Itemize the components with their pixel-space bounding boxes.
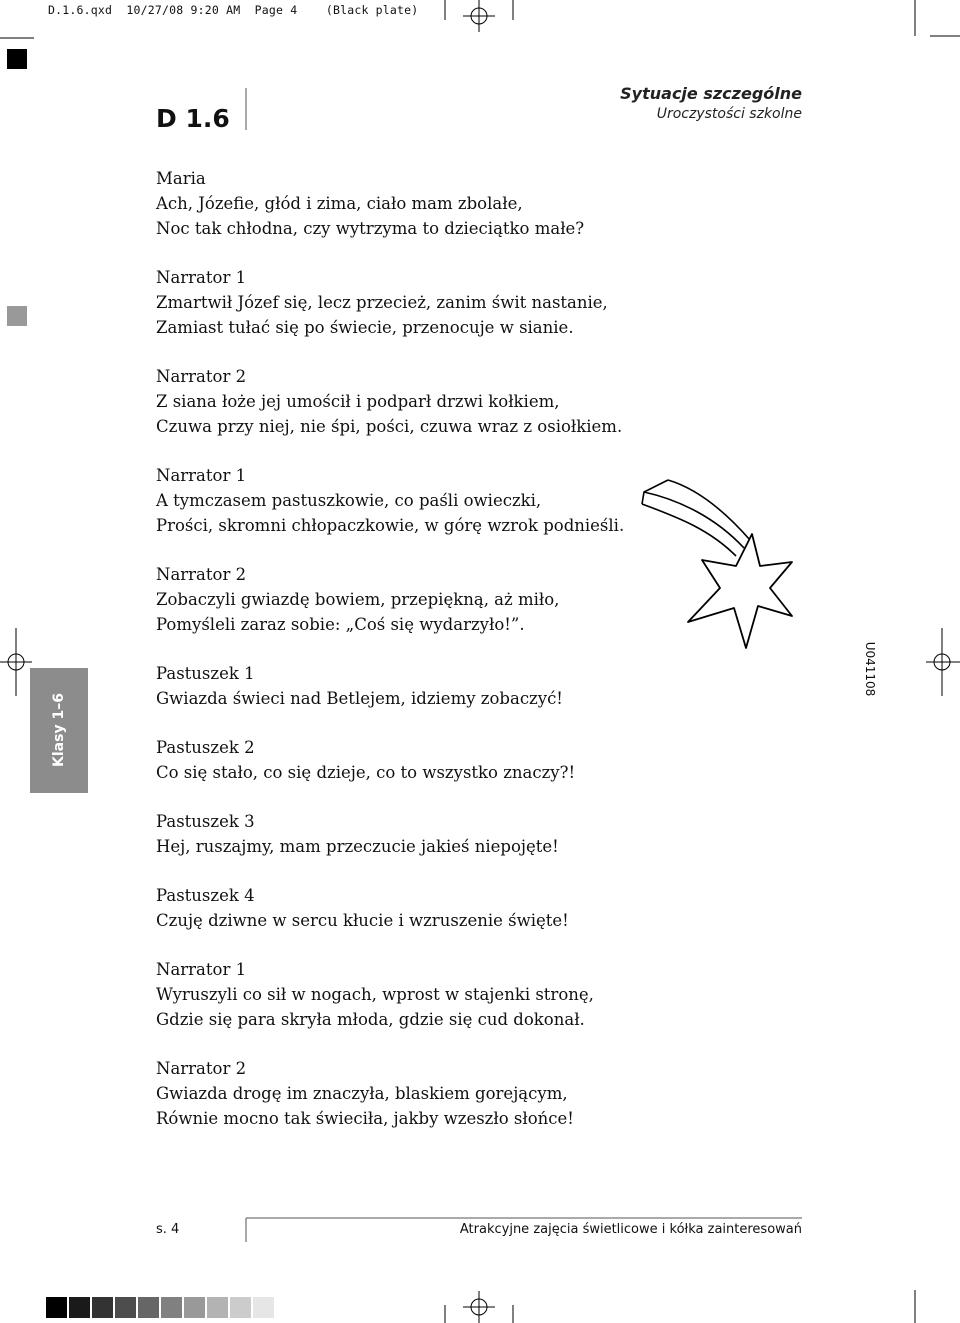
- verse-line: A tymczasem pastuszkowie, co paśli owieczki,: [156, 491, 542, 510]
- verse-line: Noc tak chłodna, czy wytrzyma to dzieciątko małe?: [156, 219, 585, 238]
- script-block: [156, 661, 716, 711]
- verse-line: Zmartwił Józef się, lecz przecież, zanim świt nastanie,: [156, 293, 608, 312]
- page-number: s. 4: [156, 1222, 180, 1237]
- script-block: [156, 735, 716, 785]
- shooting-star-icon: [640, 478, 810, 654]
- verse-line: Gwiazda świeci nad Betlejem, idziemy zobaczyć!: [156, 689, 563, 708]
- speaker-name: Narrator 2: [156, 367, 247, 386]
- script-block: [156, 1056, 716, 1131]
- verse-line: Gdzie się para skryła młoda, gdzie się cud dokonał.: [156, 1010, 585, 1029]
- section-subcategory: Uroczystości szkolne: [656, 106, 802, 122]
- script-content: [156, 166, 716, 1155]
- verse-line: Wyruszyli co sił w nogach, wprost w stajenki stronę,: [156, 985, 594, 1004]
- speaker-name: Narrator 1: [156, 960, 247, 979]
- verse-line: Gwiazda drogę im znaczyła, blaskiem gorejącym,: [156, 1084, 568, 1103]
- color-patch-black: [7, 49, 27, 69]
- script-block: [156, 883, 716, 933]
- verse-line: Czuję dziwne w sercu kłucie i wzruszenie święte!: [156, 911, 569, 930]
- registration-mark-icon: [445, 1291, 513, 1323]
- verse-line: Pomyśleli zaraz sobie: „Coś się wydarzyło!”.: [156, 615, 525, 634]
- speaker-name: Pastuszek 4: [156, 886, 255, 905]
- speaker-name: Pastuszek 2: [156, 738, 255, 757]
- registration-mark-icon: [926, 628, 960, 696]
- color-patch-gray: [7, 306, 27, 326]
- verse-line: Z siana łoże jej umościł i podparł drzwi kołkiem,: [156, 392, 560, 411]
- grayscale-bar: [46, 1297, 274, 1318]
- verse-line: Ach, Józefie, głód i zima, ciało mam zbolałe,: [156, 194, 523, 213]
- product-code: U041108: [863, 641, 877, 697]
- book-title: Atrakcyjne zajęcia świetlicowe i kółka zainteresowań: [459, 1222, 802, 1237]
- verse-line: Zobaczyli gwiazdę bowiem, przepiękną, aż miło,: [156, 590, 560, 609]
- class-level-label: Klasy 1–6: [51, 693, 67, 767]
- print-slug: D.1.6.qxd 10/27/08 9:20 AM Page 4 (Black plate): [48, 3, 419, 17]
- script-block: [156, 957, 716, 1032]
- script-block: [156, 463, 716, 538]
- verse-line: Co się stało, co się dzieje, co to wszystko znaczy?!: [156, 763, 576, 782]
- verse-line: Zamiast tułać się po świecie, przenocuje w sianie.: [156, 318, 574, 337]
- registration-mark-icon: [463, 0, 495, 32]
- verse-line: Równie mocno tak świeciła, jakby wzeszło słońce!: [156, 1109, 574, 1128]
- verse-line: Czuwa przy niej, nie śpi, pości, czuwa wraz z osiołkiem.: [156, 417, 623, 436]
- verse-line: Hej, ruszajmy, mam przeczucie jakieś niepojęte!: [156, 837, 559, 856]
- verse-line: Prości, skromni chłopaczkowie, w górę wzrok podnieśli.: [156, 516, 625, 535]
- script-block: [156, 364, 716, 439]
- speaker-name: Pastuszek 3: [156, 812, 255, 831]
- script-block: [156, 562, 716, 637]
- class-level-tab: [30, 668, 88, 793]
- script-block: [156, 166, 716, 241]
- script-block: [156, 265, 716, 340]
- registration-mark-icon: [0, 628, 32, 696]
- page-code: D 1.6: [156, 104, 230, 133]
- speaker-name: Narrator 2: [156, 1059, 247, 1078]
- speaker-name: Narrator 2: [156, 565, 247, 584]
- speaker-name: Narrator 1: [156, 268, 247, 287]
- speaker-name: Maria: [156, 169, 206, 188]
- speaker-name: Pastuszek 1: [156, 664, 255, 683]
- script-block: [156, 809, 716, 859]
- speaker-name: Narrator 1: [156, 466, 247, 485]
- section-category: Sytuacje szczególne: [620, 84, 802, 103]
